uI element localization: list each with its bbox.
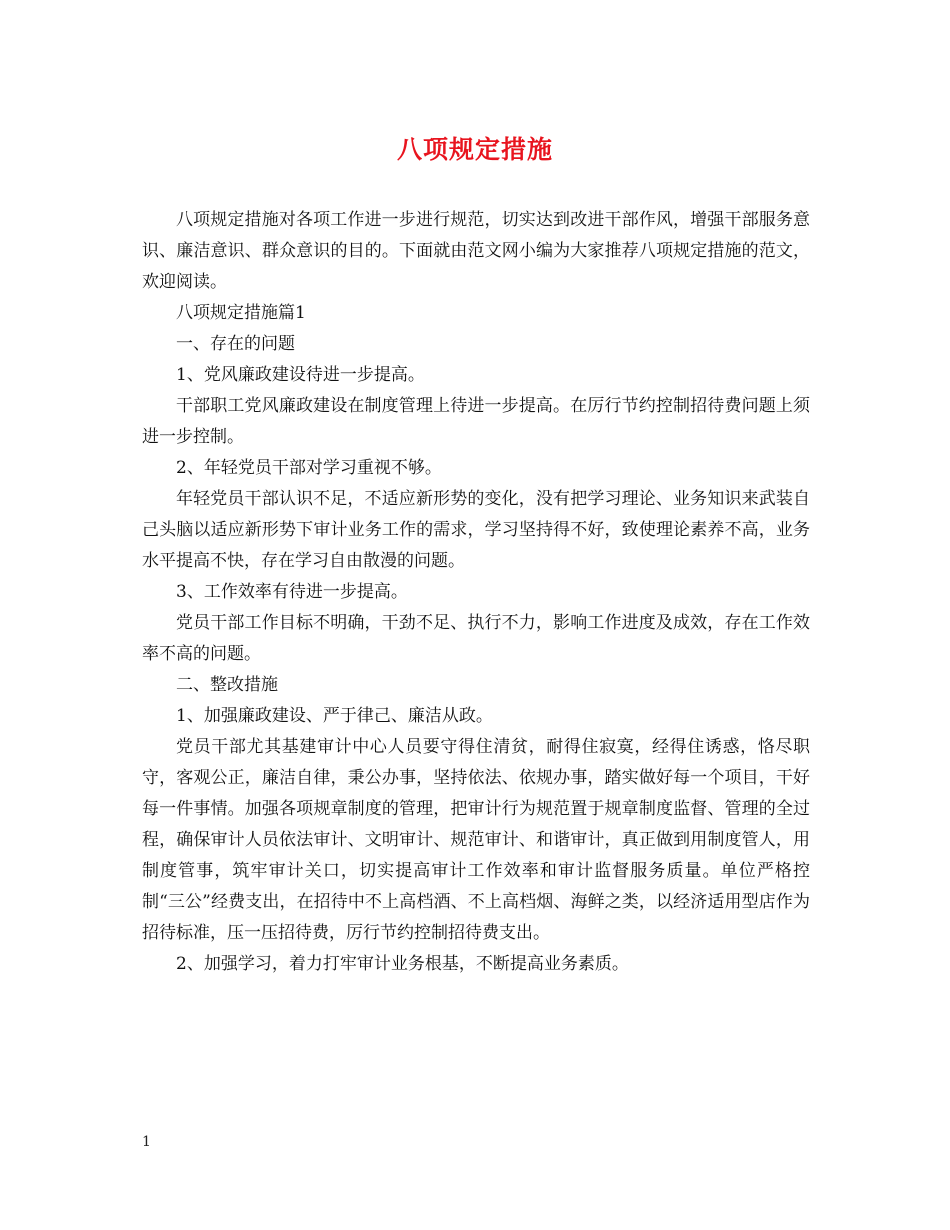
paragraph-problem-3: 党员干部工作目标不明确，干劲不足、执行不力，影响工作进度及成效，存在工作效率不高的问题。 [142,613,810,664]
section-heading-article-1: 八项规定措施篇1 [176,303,306,323]
subheading-problem-3: 3、工作效率有待进一步提高。 [176,582,408,602]
document-body [142,205,810,980]
paragraph-problem-1: 干部职工党风廉政建设在制度管理上待进一步提高。在厉行节约控制招待费问题上须进一步控制。 [142,396,810,447]
paragraph-measure-1: 党员干部尤其基建审计中心人员要守得住清贫，耐得住寂寞，经得住诱惑，恪尽职守，客观公正，廉洁自律，秉公办事，坚持依法、依规办事，踏实做好每一个项目，干好每一件事情。加强各项规章制度的管理，把审计行为规范置于规章制度监督、管理的全过程，确保审计人员依法审计、文明审计、规范审计、和谐审计，真正做到用制度管人，用制度管事，筑牢审计关口，切实提高审计工作效率和审计监督服务质量。单位严格控制“三公”经费支出，在招待中不上高档酒、不上高档烟、海鲜之类，以经济适用型店作为招待标准，压一压招待费，厉行节约控制招待费支出。 [142,737,810,943]
document-title: 八项规定措施 [396,135,553,164]
paragraph-problem-2: 年轻党员干部认识不足，不适应新形势的变化，没有把学习理论、业务知识来武装自己头脑以适应新形势下审计业务工作的需求，学习坚持得不好，致使理论素养不高，业务水平提高不快，存在学习自由散漫的问题。 [142,489,810,571]
subheading-problem-2: 2、年轻党员干部对学习重视不够。 [176,458,442,478]
subheading-measure-2: 2、加强学习，着力打牢审计业务根基，不断提高业务素质。 [176,954,629,974]
page-number: 1 [142,1134,151,1150]
paragraph-intro: 八项规定措施对各项工作进一步进行规范，切实达到改进干部作风，增强干部服务意识、廉洁意识、群众意识的目的。下面就由范文网小编为大家推荐八项规定措施的范文，欢迎阅读。 [142,210,810,292]
section-heading-problems: 一、存在的问题 [176,334,295,354]
subheading-problem-1: 1、党风廉政建设待进一步提高。 [176,365,425,385]
subheading-measure-1: 1、加强廉政建设、严于律己、廉洁从政。 [176,706,493,726]
section-heading-measures: 二、整改措施 [176,675,278,695]
